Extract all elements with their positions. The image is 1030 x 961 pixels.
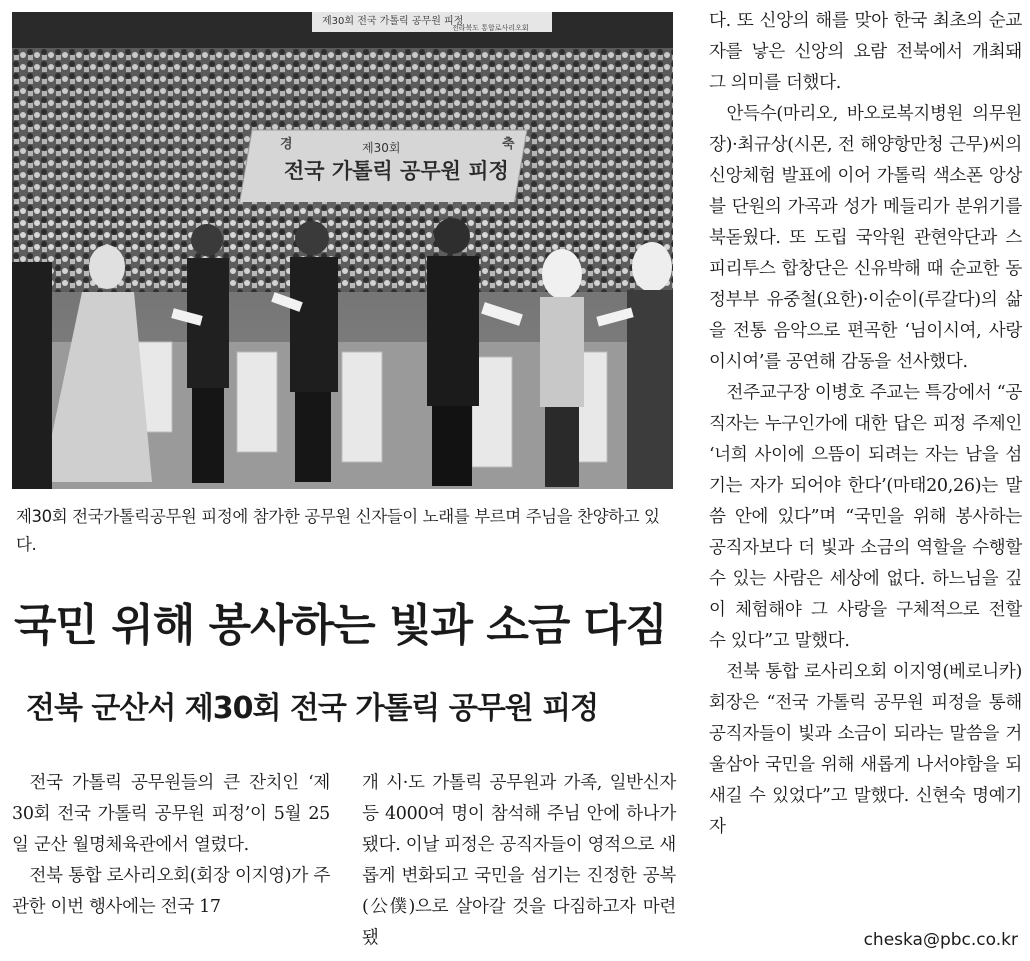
body-column-2	[362, 768, 676, 954]
article-subheadline: 전북 군산서 제30회 전국 가톨릭 공무원 피정	[26, 691, 599, 726]
body-column-3	[709, 6, 1022, 843]
article-headline: 국민 위해 봉사하는 빛과 소금 다짐	[14, 600, 667, 651]
paragraph: 전국 가톨릭 공무원들의 큰 잔치인 ‘제30회 전국 가톨릭 공무원 피정’이 5월 25일 군산 월명체육관에서 열렸다.	[12, 773, 330, 855]
paragraph: 다. 또 신앙의 해를 맞아 한국 최초의 순교자를 낳은 신앙의 요람 전북에서 개최돼 그 의미를 더했다.	[709, 11, 1022, 93]
paragraph: 안득수(마리오, 바오로복지병원 의무원장)·최규상(시몬, 전 해양항만청 근무)씨의 신앙체험 발표에 이어 가톨릭 색소폰 앙상블 단원의 가곡과 성가 메들리가 분위기를 북돋웠다. 또 도립 국악원 관현악단과 스피리투스 합창단은 신유박해 때 순교한 동정부부 유중철(요한)·이순이(루갈다)의 삶을 전통 음악으로 편곡한 ‘님이시여, 사랑이시여’를 공연해 감동을 선사했다.	[709, 104, 1022, 372]
photo-canvas	[12, 12, 673, 489]
stage-banner-corner-right: 축	[502, 137, 515, 152]
paragraph: 전주교구장 이병호 주교는 특강에서 “공직자는 누구인가에 대한 답은 피정 주제인 ‘너희 사이에 으뜸이 되려는 자는 남을 섬기는 자가 되어야 한다’(마태20,26)는 말씀 안에 있다”며 “국민을 위해 봉사하는 공직자보다 더 빛과 소금의 역할을 수행할 수 있는 사람은 세상에 없다. 하느님을 깊이 체험해야 그 사랑을 구체적으로 전할 수 있다”고 말했다.	[709, 383, 1022, 651]
paragraph: 전북 통합 로사리오회(회장 이지영)가 주관한 이번 행사에는 전국 17	[12, 866, 330, 917]
top-banner-text: 제30회 전국 가톨릭 공무원 피정	[322, 16, 464, 27]
top-banner-subtext: 전라북도 통합로사리오회	[452, 24, 529, 32]
news-photo	[12, 12, 673, 489]
body-column-1	[12, 768, 330, 923]
stage-banner-small: 제30회	[362, 141, 401, 155]
photo-caption: 제30회 전국가톨릭공무원 피정에 참가한 공무원 신자들이 노래를 부르며 주님을 찬양하고 있다.	[16, 507, 660, 554]
paragraph: 개 시·도 가톨릭 공무원과 가족, 일반신자 등 4000여 명이 참석해 주님 안에 하나가 됐다. 이날 피정은 공직자들이 영적으로 새롭게 변화되고 국민을 섬기는 진정한 공복(公僕)으로 살아갈 것을 다짐하고자 마련됐	[362, 773, 676, 948]
reporter-email: cheska@pbc.co.kr	[863, 930, 1018, 950]
stage-banner-title: 전국 가톨릭 공무원 피정	[284, 159, 509, 183]
paragraph: 전북 통합 로사리오회 이지영(베로니카) 회장은 “전국 가톨릭 공무원 피정을 통해 공직자들이 빛과 소금이 되라는 말씀을 거울삼아 국민을 위해 새롭게 나서야함을 되새길 수 있었다”고 말했다. 신현숙 명예기자	[709, 662, 1022, 837]
stage-banner-corner-left: 경	[280, 137, 293, 152]
